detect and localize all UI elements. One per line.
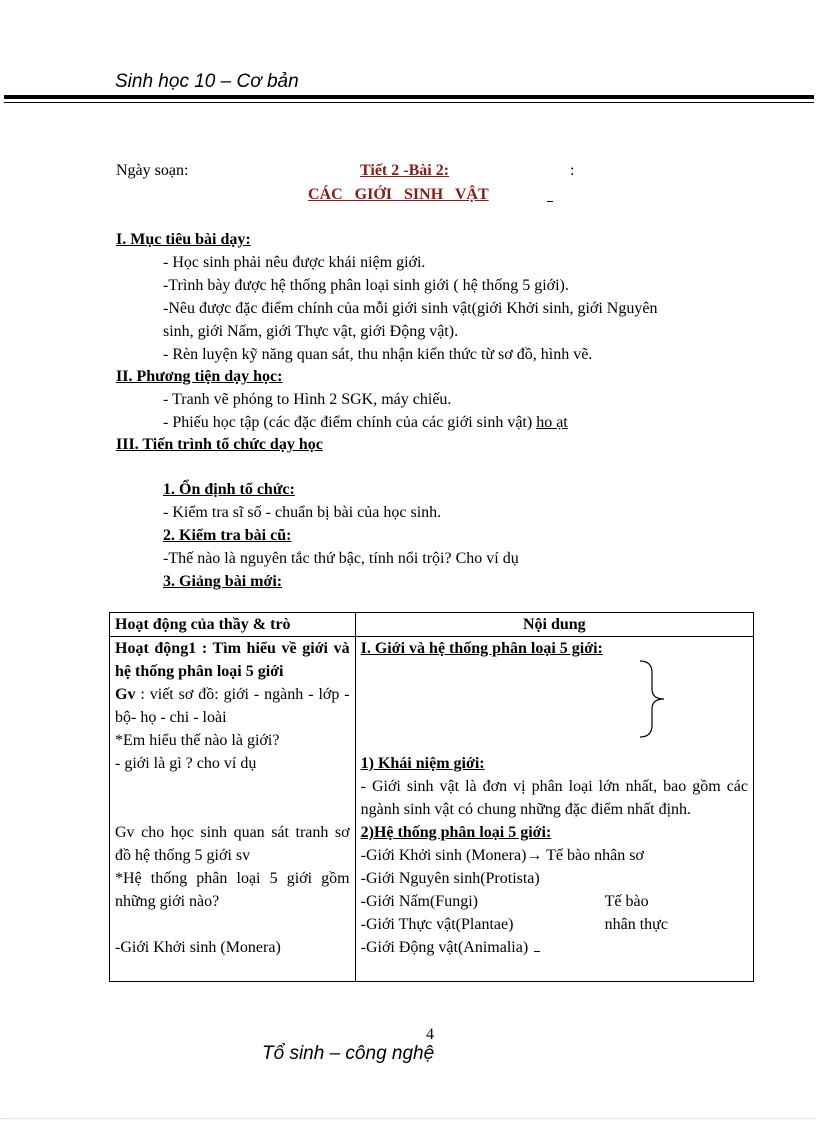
content-heading-3: 2)Hệ thống phân loại 5 giới: <box>360 824 552 841</box>
spacer <box>115 775 350 821</box>
header-rule-thin <box>4 102 814 103</box>
definition-paragraph: - Giới sinh vật là đơn vị phân loại lớn nhất, bao gồm các ngành sinh vật có chung những đặc điểm nhất định. <box>360 778 748 818</box>
teacher-instruction-1 <box>115 683 350 729</box>
page-header-title: Sinh học 10 – Cơ bản <box>115 71 299 92</box>
kingdom-plantae-row <box>361 913 748 936</box>
content-heading-2: 1) Khái niệm giới: <box>360 755 485 772</box>
question-1: *Em hiểu thế nào là giới? <box>115 732 280 749</box>
kingdom-fungi-row <box>361 890 748 913</box>
kingdom-monera <box>361 844 748 867</box>
subsection-1-heading: 1. Ổn định tổ chức: <box>163 481 295 498</box>
table-row <box>110 637 754 982</box>
gv-label: Gv <box>115 686 136 703</box>
subsection-2-heading: 2. Kiểm tra bài cũ: <box>163 527 292 544</box>
teacher-student-activities-cell <box>110 637 356 982</box>
section2-heading: II. Phương tiện dạy học: <box>116 368 283 385</box>
underline-mark <box>534 951 540 952</box>
section3-heading: III. Tiến trình tổ chức dạy học <box>116 436 323 453</box>
kingdom-animalia-row <box>361 936 748 959</box>
header-rule-thick <box>4 95 814 99</box>
arrow-right-icon: → <box>526 847 543 864</box>
kingdom-animalia: -Giới Động vật(Animalia) <box>360 939 529 956</box>
content-heading-1: I. Giới và hệ thống phân loại 5 giới: <box>360 640 603 657</box>
section2-item-text: - Phiếu học tập (các đặc điểm chính của các giới sinh vật) <box>163 414 533 431</box>
page-number: 4 <box>426 1026 434 1043</box>
kingdom-protista: -Giới Nguyên sinh(Protista) <box>360 870 540 887</box>
subsection-2-text: -Thế nào là nguyên tắc thứ bậc, tính nổi trội? Cho ví dụ <box>163 550 519 567</box>
section1-item: - Học sinh phải nêu được khái niệm giới. <box>163 254 426 271</box>
footer-text: Tổ sinh – công nghệ <box>262 1043 435 1064</box>
activity-1-title: Hoạt động1 : Tìm hiểu về giới và hệ thống phân loại 5 giới <box>115 640 350 680</box>
kingdom-fungi: -Giới Nấm(Fungi) <box>360 893 478 910</box>
section1-item: - Rèn luyện kỹ năng quan sát, thu nhận kiến thức từ sơ đồ, hình vẽ. <box>163 346 593 363</box>
curly-brace-icon <box>638 659 670 739</box>
eukaryote-label-line2: nhân thực <box>604 916 668 933</box>
section2-item: - Tranh vẽ phóng to Hình 2 SGK, máy chiếu. <box>163 391 452 408</box>
lesson-activity-table <box>109 612 754 982</box>
section1-item: sinh, giới Nấm, giới Thực vật, giới Động vật). <box>163 323 459 340</box>
section1-heading: I. Mục tiêu bài dạy: <box>116 231 251 248</box>
answer-1: -Giới Khởi sinh (Monera) <box>115 939 281 956</box>
subsection-1-text: - Kiểm tra sĩ số - chuẩn bị bài của học sinh. <box>163 504 442 521</box>
table-header-content: Nội dung <box>355 613 753 637</box>
section1-item: -Nêu được đặc điểm chính của mỗi giới sinh vật(giới Khởi sinh, giới Nguyên <box>163 300 658 317</box>
question-3: *Hệ thống phân loại 5 giới gồm những giới nào? <box>115 870 350 910</box>
kingdom-plantae: -Giới Thực vật(Plantae) <box>360 916 514 933</box>
teacher-instruction-2: Gv cho học sinh quan sát tranh sơ đồ hệ thống 5 giới sv <box>115 824 350 864</box>
lesson-colon: : <box>570 162 575 179</box>
section1-item: -Trình bày được hệ thống phân loại sinh giới ( hệ thống 5 giới). <box>163 277 569 294</box>
section2-item <box>163 411 568 434</box>
table-header-row <box>110 613 754 637</box>
page-bottom-border <box>0 1118 816 1119</box>
table-header-activities: Hoạt động của thầy & trò <box>110 613 356 637</box>
question-2: - giới là gì ? cho ví dụ <box>115 755 257 772</box>
section2-item-fragment: ho ạt <box>536 414 568 431</box>
date-label: Ngày soạn: <box>116 162 189 179</box>
lesson-number: Tiết 2 -Bài 2: <box>360 162 450 179</box>
subsection-3-heading: 3. Giảng bài mới: <box>163 573 283 590</box>
prokaryote-label: Tế bào nhân sơ <box>542 847 644 864</box>
lesson-title: CÁC GIỚI SINH VẬT <box>308 186 489 203</box>
kingdom-monera-label: -Giới Khởi sinh (Monera) <box>360 847 527 864</box>
spacer <box>361 660 748 752</box>
spacer <box>115 913 350 936</box>
eukaryote-label-line1: Tế bào <box>604 893 649 910</box>
title-underline-mark <box>547 201 553 202</box>
gv-text: : viết sơ đồ: giới - ngành - lớp -bộ- họ - chi - loài <box>115 686 350 726</box>
content-cell <box>355 637 753 982</box>
